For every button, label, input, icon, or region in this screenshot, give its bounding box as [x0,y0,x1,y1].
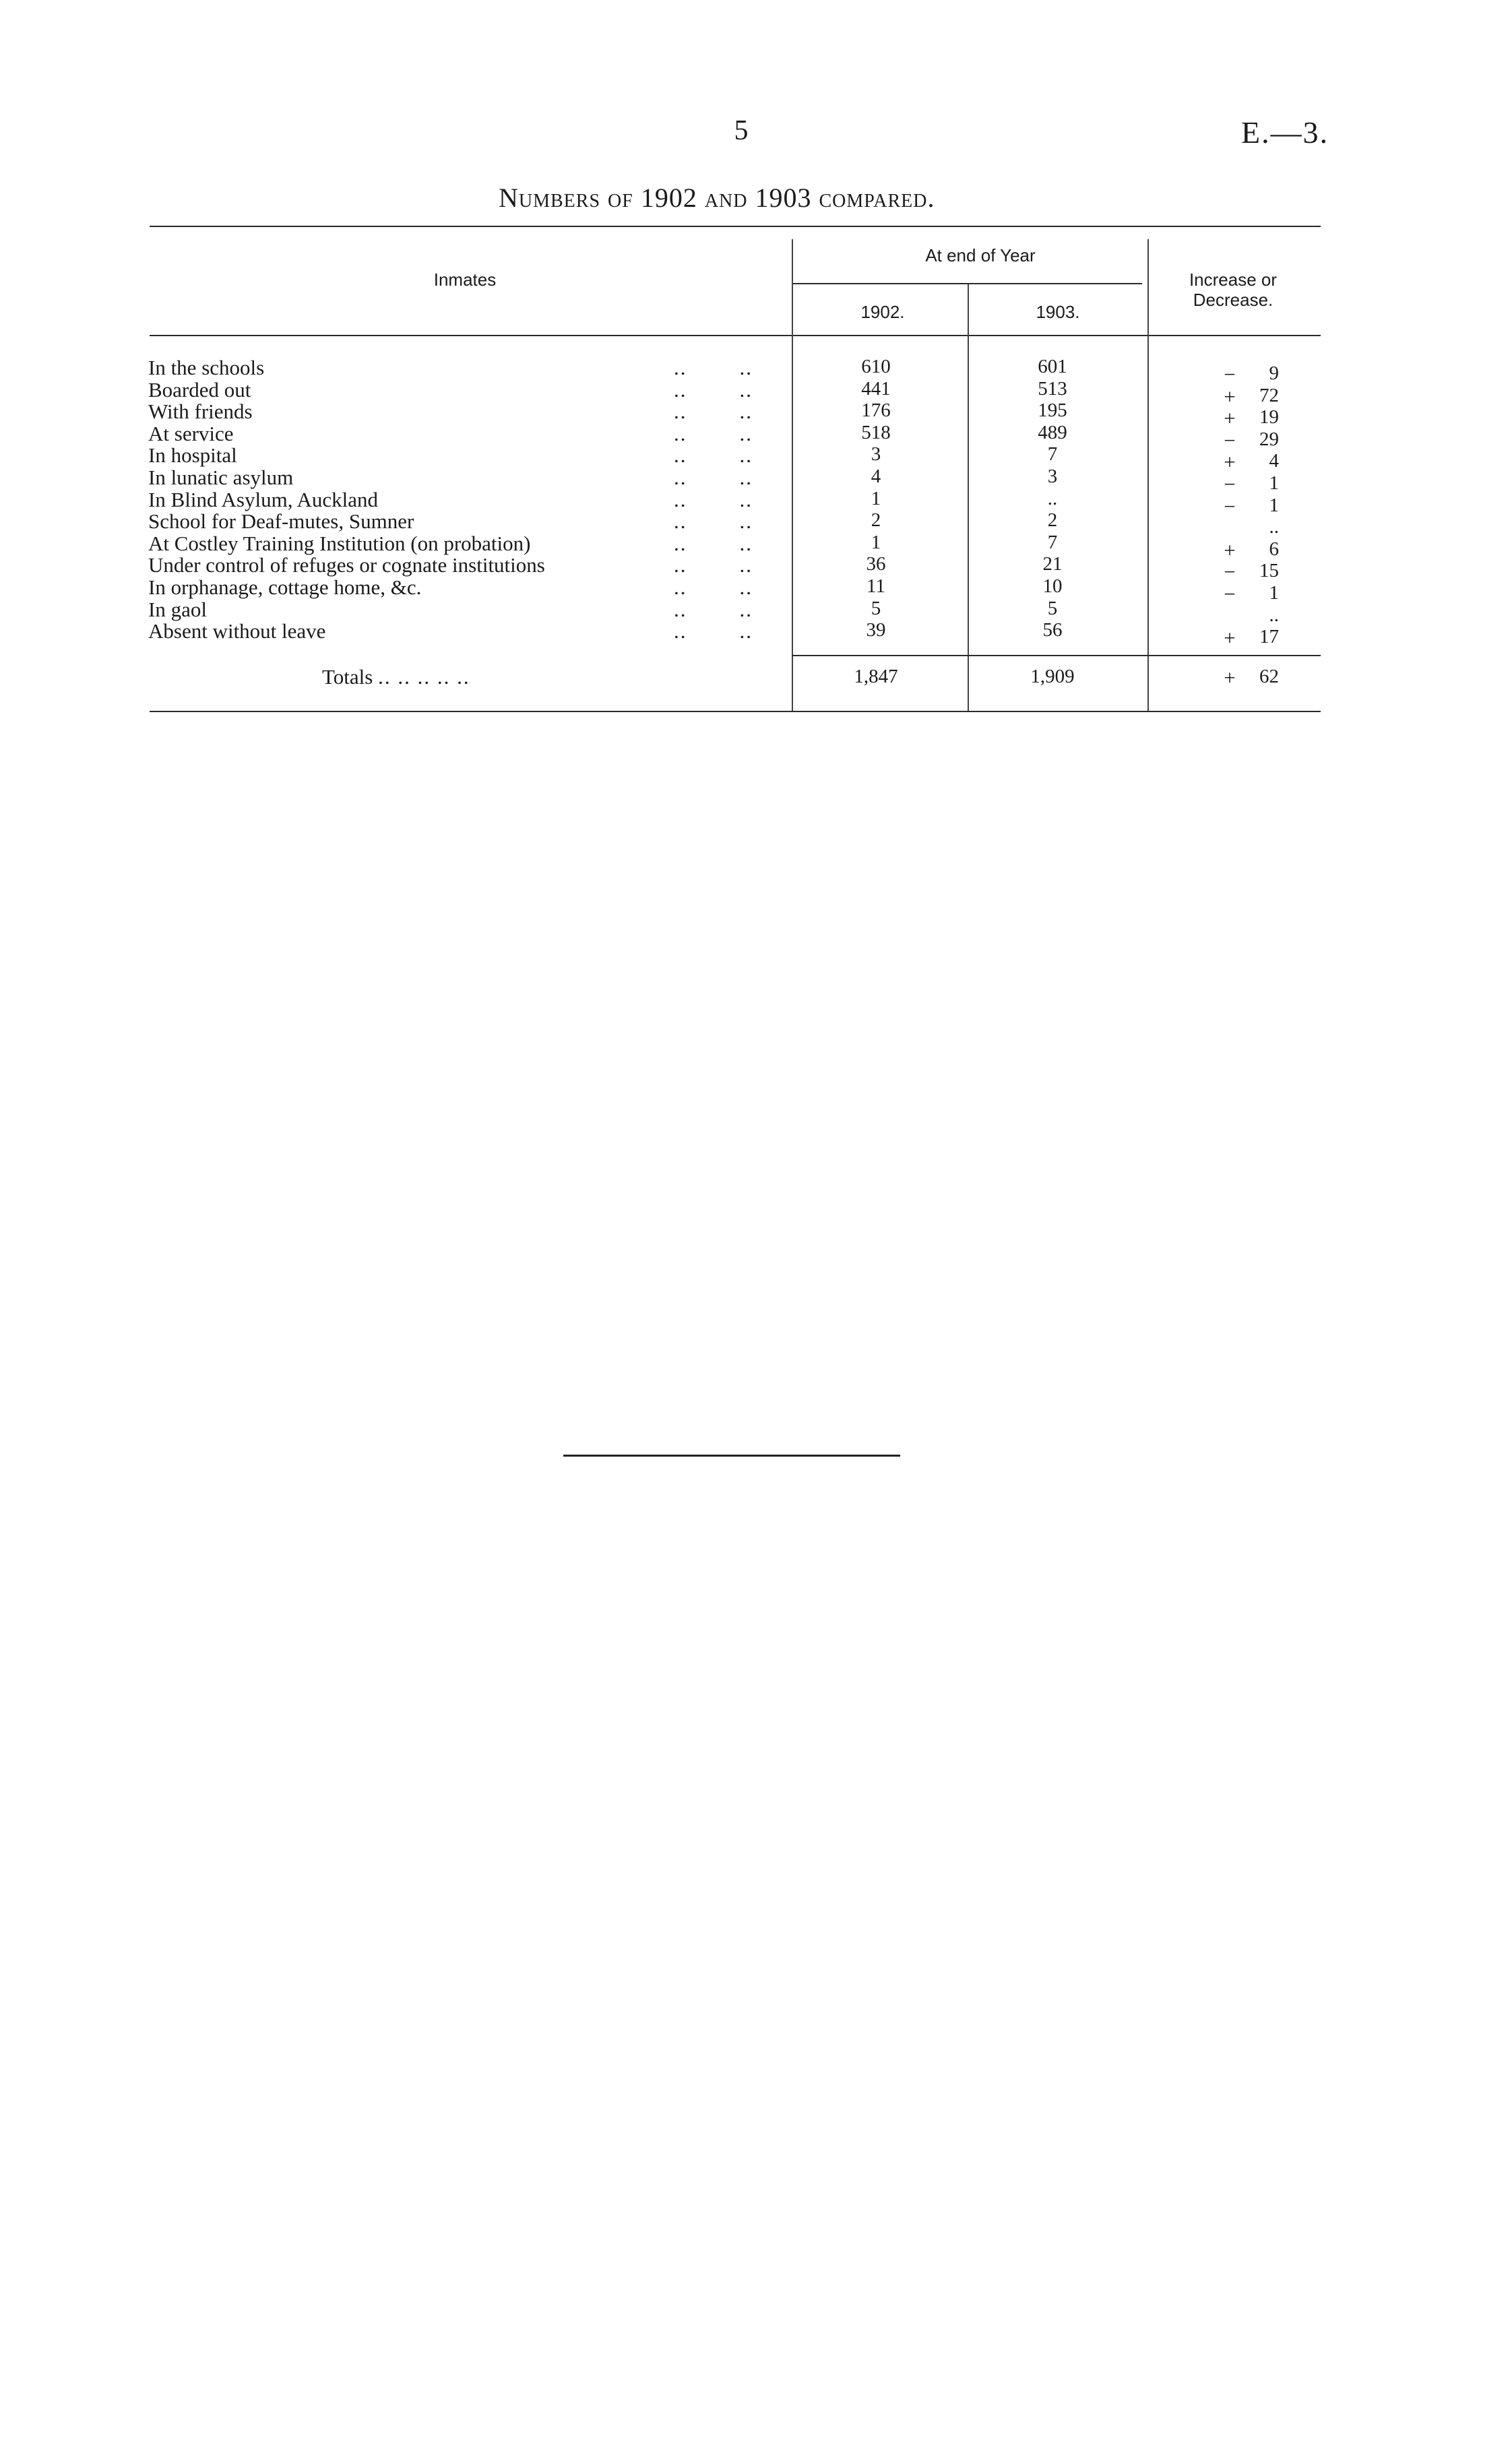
header-inmates: Inmates [433,269,497,290]
row-value-1902: 4 [871,466,881,487]
page-number: 5 [734,115,749,146]
row-change-value: 4 [1269,450,1279,472]
header-group-rule [792,283,1142,284]
row-leaders: .. .. [674,422,753,445]
row-value-1903: 489 [1038,422,1067,443]
top-rule [150,226,1321,227]
row-change-sign: − [1224,362,1236,386]
totals-1903: 1,909 [1030,666,1075,687]
row-value-1902: 176 [861,400,891,421]
row-change-value: 72 [1259,385,1279,406]
row-value-1902: 518 [861,422,891,443]
row-value-1902: 1 [871,488,881,509]
row-label: Boarded out [148,378,251,402]
totals-leaders: .. .. .. .. .. [378,665,470,689]
row-value-1902: 39 [866,619,886,641]
totals-label-text: Totals [322,665,373,689]
totals-sign: + [1224,666,1236,689]
row-value-1903: 7 [1047,532,1058,553]
table-title: Numbers of 1902 and 1903 compared. [499,183,935,213]
row-change-sign: − [1224,495,1236,518]
row-label: Under control of refuges or cognate institutions [148,553,545,577]
row-leaders: .. .. [674,400,753,423]
header-1903: 1903. [1036,302,1080,322]
row-change-sign: + [1224,626,1236,649]
row-change-value: 19 [1259,406,1279,428]
row-value-1902: 11 [867,575,885,597]
totals-rule [792,655,1321,656]
row-label: At Costley Training Institution (on probation) [148,532,531,555]
row-label: In the schools [148,356,265,379]
row-change-sign: − [1224,560,1236,583]
row-change-value: .. [1269,516,1279,538]
row-label: In hospital [148,443,237,467]
row-label: With friends [148,400,253,423]
row-label: In gaol [148,598,207,621]
totals-diff: 62 [1259,666,1279,687]
header-at-end-of-year: At end of Year [925,245,1036,265]
row-leaders: .. .. [674,378,753,402]
row-change-value: 1 [1269,472,1279,494]
row-value-1903: 7 [1047,443,1058,465]
col-divider-change [1147,239,1149,711]
row-change-sign: + [1224,538,1236,562]
row-leaders: .. .. [674,466,753,489]
row-change-sign: + [1224,385,1236,408]
row-value-1902: 2 [871,509,881,531]
row-value-1903: 195 [1038,400,1067,421]
totals-1902: 1,847 [854,666,898,687]
header-1902: 1902. [860,302,905,322]
row-change-value: 9 [1269,362,1279,384]
col-divider-years [968,284,969,711]
row-label: In orphanage, cottage home, &c. [148,575,422,599]
totals-label [322,665,470,689]
header-increase-decrease: Increase or Decrease. [1189,269,1278,310]
row-leaders: .. .. [674,509,753,533]
row-leaders: .. .. [674,532,753,555]
row-leaders: .. .. [674,598,753,621]
row-leaders: .. .. [674,488,753,511]
row-value-1902: 441 [861,378,891,400]
row-value-1902: 36 [866,553,886,575]
row-value-1902: 5 [871,598,881,619]
row-change-value: 6 [1269,538,1279,560]
header-bottom-rule [150,335,1321,336]
row-value-1902: 3 [871,443,881,465]
series-mark: E.—3. [1241,115,1329,150]
row-value-1902: 1 [871,532,881,553]
row-value-1903: 5 [1047,598,1058,619]
row-change-value: 29 [1259,429,1279,450]
row-leaders: .. .. [674,619,753,643]
row-value-1903: 513 [1038,378,1067,400]
bottom-rule [150,711,1321,712]
row-value-1903: 21 [1042,553,1063,575]
row-value-1903: 56 [1042,619,1063,641]
row-change-value: 15 [1259,560,1279,581]
row-change-value: .. [1269,604,1279,626]
row-leaders: .. .. [674,356,753,379]
row-leaders: .. .. [674,553,753,577]
row-value-1903: 601 [1038,356,1067,377]
row-change-sign: − [1224,429,1236,452]
row-value-1903: 10 [1042,575,1063,597]
row-change-value: 1 [1269,495,1279,516]
row-change-sign: + [1224,406,1236,430]
row-label: At service [148,422,234,445]
row-value-1902: 610 [861,356,891,377]
row-leaders: .. .. [674,575,753,599]
row-change-sign: − [1224,582,1236,606]
row-change-sign: − [1224,472,1236,496]
closing-rule [563,1455,900,1457]
col-divider-label [792,239,793,711]
row-change-value: 1 [1269,582,1279,604]
row-value-1903: 2 [1047,509,1058,531]
row-label: In Blind Asylum, Auckland [148,488,378,511]
row-change-sign: + [1224,450,1236,474]
row-value-1903: 3 [1047,466,1058,487]
row-change-value: 17 [1259,626,1279,647]
row-leaders: .. .. [674,443,753,467]
row-label: In lunatic asylum [148,466,294,489]
row-label: Absent without leave [148,619,326,643]
row-value-1903: .. [1047,488,1058,509]
row-label: School for Deaf-mutes, Sumner [148,509,414,533]
